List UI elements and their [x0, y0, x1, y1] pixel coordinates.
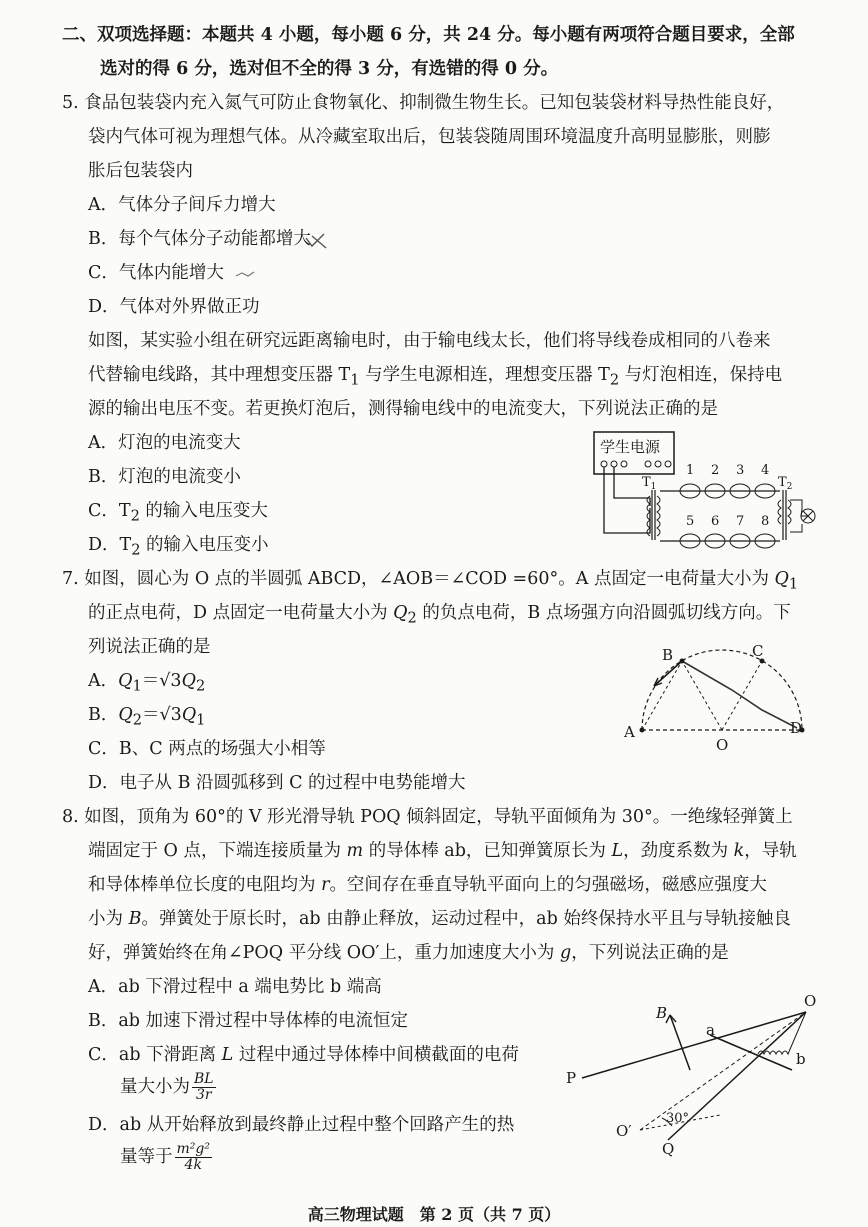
- q8-heat-fraction: $\frac{\text{m²g²}}{4k}$: [176, 1141, 210, 1173]
- q7-label-b: B: [662, 646, 674, 664]
- q8-charge-fraction: $\frac{BL}{3r}$: [194, 1071, 214, 1103]
- q8-label-q: Q: [662, 1140, 675, 1158]
- q8-label-o-prime: O′: [616, 1122, 632, 1140]
- section-title-line1: 二、双项选择题：本题共 4 小题，每小题 6 分，共 24 分。每小题有两项符合题目要求，全部: [62, 25, 795, 45]
- q6-t2-label: $T_2$: [778, 475, 793, 492]
- q6-coil-3: 3: [736, 463, 745, 478]
- q7-option-b: B．$Q_2=√3Q_1$: [88, 705, 206, 729]
- q6-stem-line1: 如图，某实验小组在研究远距离输电时，由于输电线太长，他们将导线卷成相同的八卷来: [88, 331, 771, 351]
- q8-stem-line1: 8. 如图，顶角为 60°的 V 形光滑导轨 POQ 倾斜固定，导轨平面倾角为 30°。一绝缘轻弹簧上: [62, 807, 793, 827]
- q7-label-o: O: [716, 736, 729, 754]
- q5-stem-line2: 袋内气体可视为理想气体。从冷藏室取出后，包装袋随周围环境温度升高明显膨胀，则膨: [88, 127, 771, 147]
- q7-label-c: C: [752, 642, 764, 660]
- q8-option-c-line1: C．ab 下滑距离 L 过程中通过导体棒中间横截面的电荷: [88, 1045, 519, 1065]
- q8-option-c-line2: 量大小为 $\frac{BL}{3r}$: [120, 1071, 214, 1103]
- q5-number: 5.: [62, 93, 79, 113]
- q6-coil-5: 5: [686, 514, 695, 529]
- q5-option-c: C．气体内能增大: [88, 263, 224, 283]
- q8-option-b: B．ab 加速下滑过程中导体棒的电流恒定: [88, 1011, 409, 1031]
- page-footer: 高三物理试题 第 2 页（共 7 页）: [307, 1205, 561, 1224]
- q8-stem-line5: 好，弹簧始终在角∠POQ 平分线 OO′上，重力加速度大小为 g，下列说法正确的是: [88, 943, 729, 963]
- q6-coil-8: 8: [761, 514, 770, 529]
- q6-stem-line3: 源的输出电压不变。若更换灯泡后，测得输电线中的电流变大，下列说法正确的是: [88, 399, 718, 419]
- q8-option-a: A．ab 下滑过程中 a 端电势比 b 端高: [88, 977, 382, 997]
- q5-option-b: B．每个气体分子动能都增大: [88, 229, 311, 249]
- q8-angle-label: 30°: [666, 1111, 690, 1126]
- q7-stem-line2: 的正点电荷，D 点固定一电荷量大小为 $Q_2$ 的负点电荷，B 点场强方向沿圆弧切线方向。下: [88, 603, 791, 627]
- q6-option-d: D．$T_2$ 的输入电压变小: [88, 535, 269, 559]
- q6-option-b: B．灯泡的电流变小: [88, 467, 241, 487]
- q7-option-d: D．电子从 B 沿圆弧移到 C 的过程中电势能增大: [88, 773, 466, 793]
- q8-rails-figure: [560, 990, 830, 1160]
- q6-source-label: 学生电源: [600, 438, 661, 456]
- q7-label-d: D: [790, 719, 803, 737]
- q6-option-a: A．灯泡的电流变大: [88, 433, 241, 453]
- q7-option-c: C．B、C 两点的场强大小相等: [88, 739, 326, 759]
- q8-label-o: O: [804, 992, 817, 1010]
- q8-label-b-field: B: [656, 1004, 668, 1022]
- q7-stem-line1: 7. 如图，圆心为 O 点的半圆弧 ABCD，∠AOB＝∠COD =60°。A 点固定一电荷量大小为 $Q_1$: [62, 569, 799, 593]
- q6-stem-line2: 代替输电线路，其中理想变压器 $T_1$ 与学生电源相连，理想变压器 $T_2$ 与灯泡相连，保持电: [88, 365, 783, 389]
- q6-coil-2: 2: [711, 463, 720, 478]
- q7-stem-line3: 列说法正确的是: [88, 637, 211, 657]
- q6-coil-4: 4: [761, 463, 770, 478]
- q7-number: 7.: [62, 569, 79, 589]
- q5-stem-line1: 5. 食品包装袋内充入氮气可防止食物氧化、抑制微生物生长。已知包装袋材料导热性能良好，: [62, 93, 785, 113]
- q8-option-d-line1: D．ab 从开始释放到最终静止过程中整个回路产生的热: [88, 1115, 515, 1135]
- q7-semicircle-figure: [612, 640, 812, 760]
- q8-label-p: P: [566, 1069, 577, 1087]
- q6-coil-1: 1: [686, 463, 695, 478]
- q7-option-a: A．$Q_1=√3Q_2$: [88, 671, 206, 695]
- q8-number: 8.: [62, 807, 79, 827]
- q7-label-a: A: [624, 723, 635, 741]
- q6-coil-6: 6: [711, 514, 720, 529]
- q8-stem-line3: 和导体棒单位长度的电阻均为 r。空间存在垂直导轨平面向上的匀强磁场，磁感应强度大: [88, 875, 767, 895]
- q6-coil-7: 7: [736, 514, 745, 529]
- pencil-check-mark: [302, 228, 332, 252]
- q5-stem-line3: 胀后包装袋内: [88, 161, 193, 181]
- q6-circuit-figure: [590, 428, 830, 553]
- q8-stem-line2: 端固定于 O 点，下端连接质量为 m 的导体棒 ab，已知弹簧原长为 L，劲度系数为 k，导轨: [88, 841, 797, 861]
- q6-t1-label: $T_1$: [642, 475, 657, 492]
- q8-label-b: b: [796, 1050, 806, 1068]
- q6-option-c: C．$T_2$ 的输入电压变大: [88, 501, 268, 525]
- pencil-tick-mark: [232, 264, 262, 284]
- q5-option-a: A．气体分子间斥力增大: [88, 195, 276, 215]
- section-title-line2: 选对的得 6 分，选对但不全的得 3 分，有选错的得 0 分。: [100, 59, 559, 79]
- q8-label-a: a: [706, 1021, 715, 1039]
- q5-option-d: D．气体对外界做正功: [88, 297, 260, 317]
- q8-option-d-line2: 量等于 $\frac{\text{m²g²}}{4k}$: [120, 1141, 210, 1173]
- q8-stem-line4: 小为 B。弹簧处于原长时，ab 由静止释放，运动过程中，ab 始终保持水平且与导轨接触良: [88, 909, 791, 929]
